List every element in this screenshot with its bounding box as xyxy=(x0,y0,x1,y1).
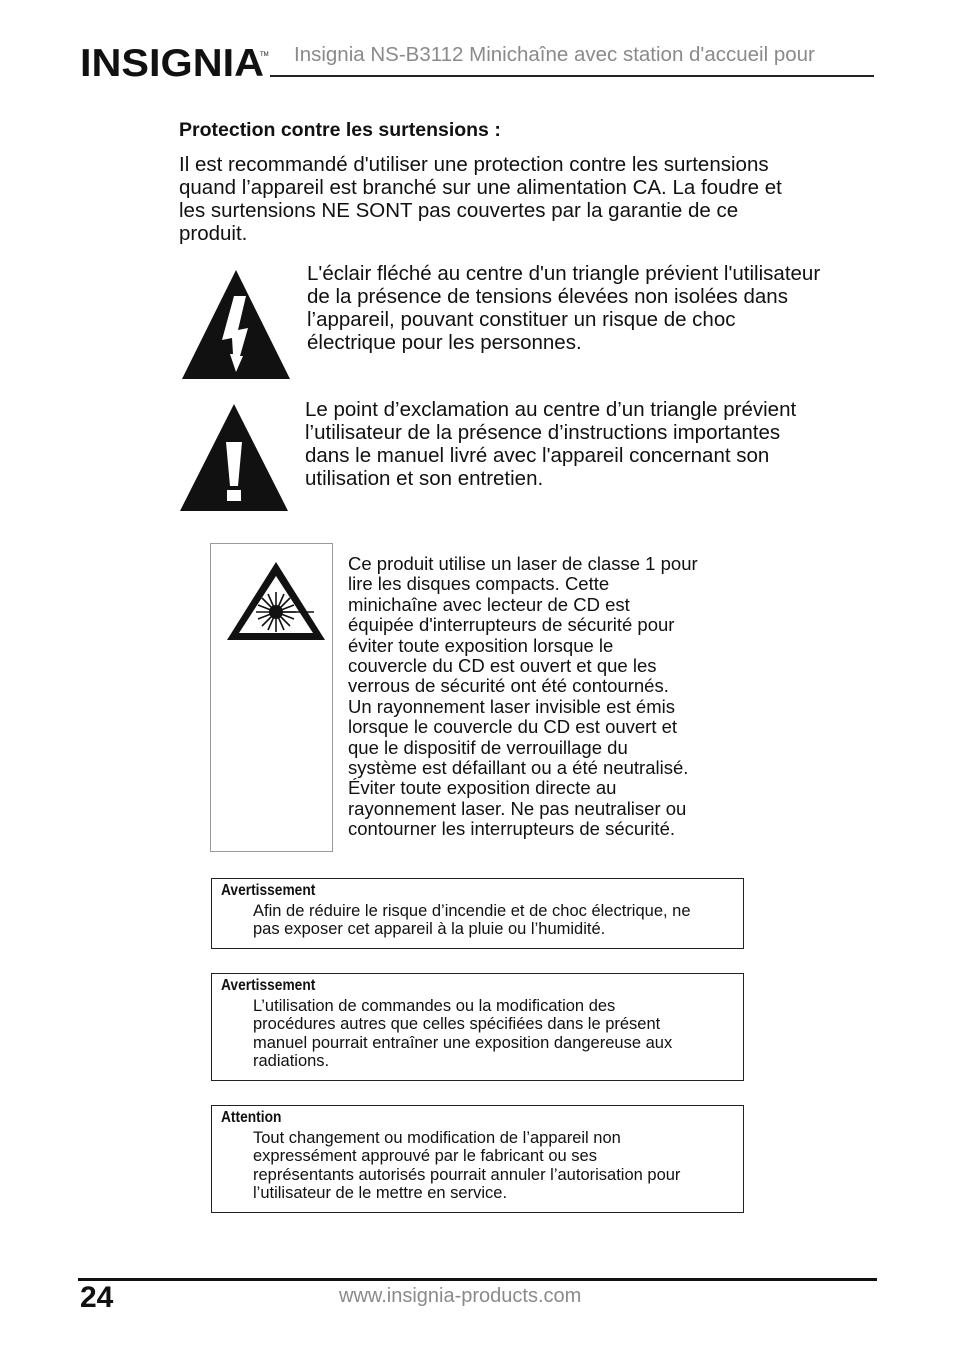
text-line: que le dispositif de verrouillage du xyxy=(348,736,628,758)
warning-box xyxy=(211,878,744,949)
text-line: produit. xyxy=(179,222,248,245)
text-line: représentants autorisés pourrait annuler l’autorisation pour xyxy=(253,1165,681,1184)
text-line: équipée d'interrupteurs de sécurité pour xyxy=(348,614,675,636)
text-line: les surtensions NE SONT pas couvertes par la garantie de ce xyxy=(179,199,739,222)
text-line: procédures autres que celles spécifiées dans le présent xyxy=(253,1015,661,1034)
text-line: l’utilisateur de le mettre en service. xyxy=(253,1183,508,1202)
text-line: Il est recommandé d'utiliser une protection contre les surtensions xyxy=(179,153,769,176)
warning-title: Avertissement xyxy=(221,882,316,899)
laser-description xyxy=(348,554,698,840)
text-line: manuel pourrait entraîner une exposition dangereuse aux xyxy=(253,1033,673,1052)
exclamation-warning-icon xyxy=(178,402,290,512)
text-line: système est défaillant ou a été neutralisé. xyxy=(348,757,689,779)
caution-body xyxy=(253,1129,680,1202)
lightning-symbol-description xyxy=(307,262,820,354)
svg-text:TM: TM xyxy=(260,52,269,58)
text-line: Le point d’exclamation au centre d’un triangle prévient xyxy=(305,398,797,421)
section-heading: Protection contre les surtensions : xyxy=(179,119,501,141)
text-line: contourner les interrupteurs de sécurité. xyxy=(348,818,676,840)
warning-body xyxy=(253,997,672,1070)
text-line: radiations. xyxy=(253,1051,330,1070)
warning-box xyxy=(211,973,744,1081)
warning-body xyxy=(253,902,691,939)
text-line: l’utilisateur de la présence d’instructions importantes xyxy=(305,421,781,444)
text-line: Ce produit utilise un laser de classe 1 pour xyxy=(348,553,698,574)
page-number: 24 xyxy=(80,1281,114,1314)
text-line: verrous de sécurité ont été contournés. xyxy=(348,675,669,697)
text-line: quand l’appareil est branché sur une alimentation CA. La foudre et xyxy=(179,176,782,199)
text-line: de la présence de tensions élevées non isolées dans xyxy=(307,285,788,308)
text-line: éviter toute exposition lorsque le xyxy=(348,634,614,656)
text-line: Afin de réduire le risque d’incendie et de choc électrique, ne xyxy=(253,902,691,920)
caution-title: Attention xyxy=(221,1109,282,1126)
text-line: rayonnement laser. Ne pas neutraliser ou xyxy=(348,797,687,819)
insignia-logo xyxy=(80,34,270,90)
text-line: L’utilisation de commandes ou la modification des xyxy=(253,997,616,1015)
text-line: électrique pour les personnes. xyxy=(307,331,582,354)
text-line: dans le manuel livré avec l'appareil concernant son xyxy=(305,444,770,467)
text-line: l’appareil, pouvant constituer un risque de choc xyxy=(307,308,736,331)
text-line: pas exposer cet appareil à la pluie ou l’humidité. xyxy=(253,920,606,939)
text-line: lire les disques compacts. Cette xyxy=(348,573,610,595)
text-line: Un rayonnement laser invisible est émis xyxy=(348,695,675,717)
text-line: Éviter toute exposition directe au xyxy=(348,777,617,799)
footer-rule xyxy=(78,1278,877,1281)
text-line: utilisation et son entretien. xyxy=(305,467,544,490)
exclamation-symbol-description xyxy=(305,398,796,490)
text-line: minichaîne avec lecteur de CD est xyxy=(348,593,630,615)
header-title: Insignia NS-B3112 Minichaîne avec station d'accueil pour xyxy=(294,43,815,66)
header-rule xyxy=(270,75,874,77)
text-line: expressément approuvé par le fabricant ou ses xyxy=(253,1147,597,1166)
lightning-warning-icon xyxy=(180,268,292,380)
intro-paragraph xyxy=(179,153,869,245)
laser-warning-icon xyxy=(225,560,327,642)
text-line: Tout changement ou modification de l’appareil non xyxy=(253,1129,621,1147)
svg-text:INSIGNIA: INSIGNIA xyxy=(80,42,264,85)
text-line: lorsque le couvercle du CD est ouvert et xyxy=(348,716,678,738)
caution-box xyxy=(211,1105,744,1213)
footer-url: www.insignia-products.com xyxy=(339,1285,582,1307)
warning-title: Avertissement xyxy=(221,977,316,994)
text-line: couvercle du CD est ouvert et que les xyxy=(348,655,657,677)
text-line: L'éclair fléché au centre d'un triangle prévient l'utilisateur xyxy=(307,262,821,285)
